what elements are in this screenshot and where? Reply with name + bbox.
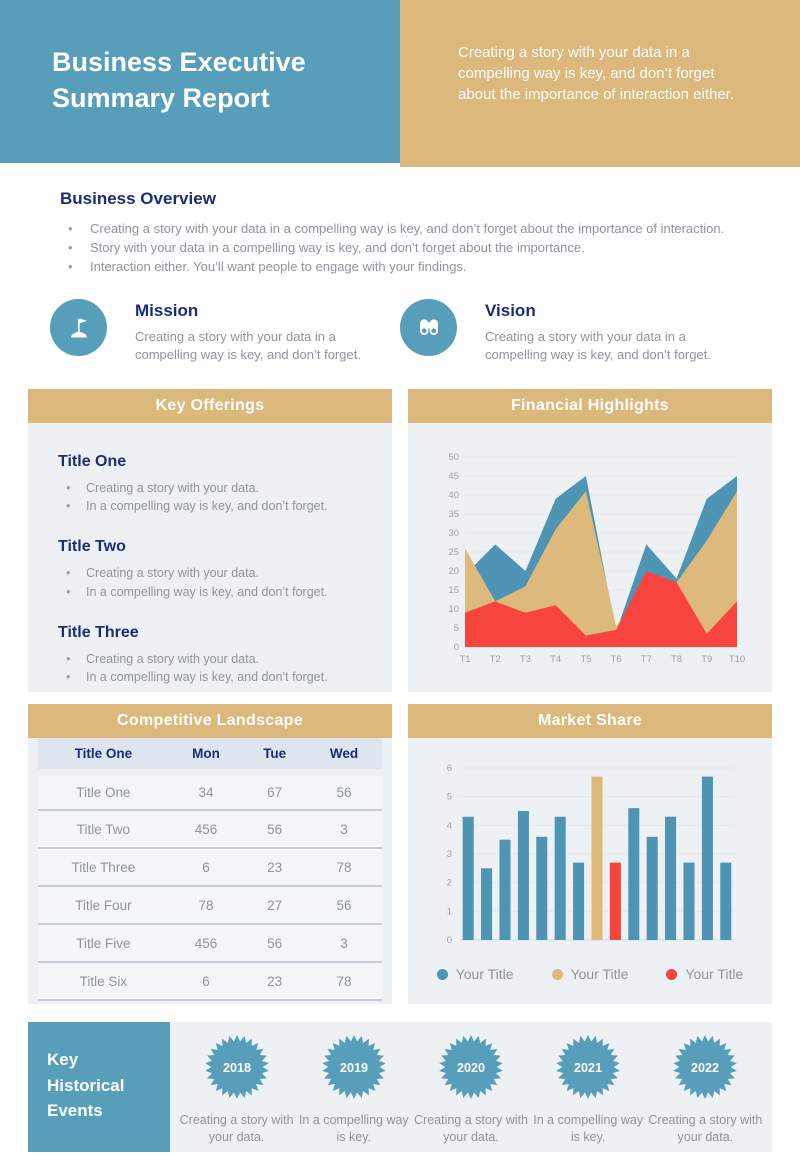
table-cell: 456 [194,935,218,951]
bar [573,863,584,940]
bar [536,837,547,940]
header-tagline: Creating a story with your data in a compelling way is key, and don’t forget about the importance of interaction either. [458,44,735,103]
event-item [180,1034,294,1146]
bar [499,840,510,940]
mission-heading: Mission [135,300,199,320]
bar [610,863,621,940]
bar [591,777,602,940]
chart-tick-label: 0 [446,935,452,947]
market-share-body [408,738,772,1004]
event-year: 2022 [691,1061,720,1076]
chart-tick-label: 15 [448,585,459,597]
chart-tick-label: 1 [446,906,452,918]
chart-tick-label: T5 [580,654,592,666]
chart-tick-label: T7 [640,654,652,666]
business-overview-heading: Business Overview [60,189,216,208]
event-caption: In a compelling way is key. [298,1113,409,1145]
legend-dot-icon [437,969,448,980]
chart-tick-label: 20 [448,566,459,578]
offering-bullets [58,479,366,515]
legend-item [552,966,629,982]
table-cell: 456 [194,821,218,837]
chart-tick-label: T8 [671,654,683,666]
chart-tick-label: 0 [453,642,459,654]
table-column-header: Wed [329,745,359,761]
chart-tick-label: 35 [448,509,459,521]
business-overview-section [60,189,740,277]
offering-item [58,538,366,600]
chart-tick-label: 50 [448,452,459,464]
table-cell: Title Three [71,859,136,875]
vision-body: Creating a story with your data in a compelling way is key, and don’t forget. [485,328,711,363]
table-cell: 3 [340,935,348,951]
table-cell: Title Two [76,821,130,837]
mission-body: Creating a story with your data in a compelling way is key, and don’t forget. [135,328,361,363]
table-column-header: Title One [74,745,133,761]
table-cell: 27 [267,897,283,913]
business-overview-bullets [60,220,740,277]
table-cell: 23 [267,859,283,875]
overview-bullet: • Creating a story with your data in a compelling way is key, and don’t forget about the importance of interaction. [60,220,740,239]
table-row [38,924,382,962]
legend-label: Your Title [455,966,514,983]
report-header [0,0,800,167]
bar [647,837,658,940]
event-year: 2021 [574,1061,603,1076]
event-year: 2018 [222,1061,251,1076]
offering-title: Title One [58,453,127,471]
financial-highlights-panel [408,389,772,692]
binoculars-icon [400,299,457,356]
panel-row-two [28,704,772,1004]
offering-title: Title Three [58,623,139,641]
table-cell: Title One [76,784,131,800]
financial-highlights-heading: Financial Highlights [408,389,772,423]
table-cell: 56 [267,935,283,951]
financial-highlights-area-chart [429,439,751,677]
mission-block [50,299,400,366]
table-row [38,772,382,810]
table-row [38,810,382,848]
offering-bullet: • Creating a story with your data. [58,479,366,497]
competitive-landscape-heading: Competitive Landscape [28,704,392,738]
table-cell: Title Five [76,935,131,951]
market-share-heading: Market Share [408,704,772,738]
overview-bullet: • Story with your data in a compelling way is key, and don’t forget about the importance. [60,239,740,258]
competitive-landscape-table [38,738,382,1001]
table-row [38,848,382,886]
chart-tick-label: 6 [446,763,452,775]
table-column-header: Tue [263,745,287,761]
table-cell: 6 [202,859,210,875]
event-item [414,1034,528,1146]
financial-highlights-body [408,423,772,692]
starburst-badge-icon [555,1034,621,1100]
bar [702,777,713,940]
chart-tick-label: T3 [519,654,531,666]
panel-row-one [28,389,772,692]
legend-dot-icon [552,969,563,980]
offering-title: Title Two [58,538,126,556]
bar [683,863,694,940]
legend-label: Your Title [685,966,744,983]
table-cell: 78 [336,859,352,875]
market-share-legend [437,966,744,982]
bar [720,863,731,940]
table-cell: 3 [340,821,348,837]
chart-tick-label: 10 [448,604,459,616]
table-cell: 67 [267,784,283,800]
key-historical-events-timeline [170,1022,772,1152]
chart-tick-label: T4 [550,654,562,666]
event-item [648,1034,762,1146]
event-year: 2019 [339,1061,368,1076]
event-caption: Creating a story with your data. [414,1113,528,1145]
bar [518,811,529,940]
event-year: 2020 [456,1061,485,1076]
chart-tick-label: T2 [489,654,501,666]
chart-tick-label: 30 [448,528,459,540]
table-cell: 34 [198,784,214,800]
vision-block [400,299,750,366]
competitive-landscape-body [28,738,392,1004]
bar [665,817,676,940]
chart-tick-label: 5 [453,623,459,635]
legend-item [437,966,514,982]
event-item [531,1034,645,1146]
mission-vision-row [50,299,750,366]
offering-bullet: • Creating a story with your data. [58,564,366,582]
chart-tick-label: 40 [448,490,459,502]
table-cell: 56 [267,821,283,837]
bar [555,817,566,940]
chart-tick-label: 2 [446,877,452,889]
table-row [38,962,382,1000]
starburst-badge-icon [204,1034,270,1100]
event-caption: Creating a story with your data. [179,1113,294,1145]
competitive-landscape-panel [28,704,392,1004]
header-title-block [0,0,400,163]
event-item [297,1034,411,1146]
offering-bullet: • In a compelling way is key, and don’t forget. [58,668,366,686]
chart-tick-label: T1 [459,654,471,666]
table-column-header: Mon [192,745,220,761]
market-share-panel [408,704,772,1004]
event-caption: Creating a story with your data. [648,1113,763,1145]
chart-tick-label: 45 [448,471,459,483]
offering-bullet: • In a compelling way is key, and don’t forget. [58,497,366,515]
offering-bullet: • In a compelling way is key, and don’t forget. [58,583,366,601]
table-cell: 56 [336,784,352,800]
bar [463,817,474,940]
offering-item [58,453,366,515]
mission-text [135,299,370,366]
legend-item [666,966,743,982]
chart-tick-label: 3 [446,849,452,861]
table-cell: 78 [336,973,352,989]
overview-bullet: • Interaction either. You’ll want people to engage with your findings. [60,258,740,277]
vision-text [485,299,720,366]
starburst-badge-icon [321,1034,387,1100]
vision-heading: Vision [485,300,536,320]
table-cell: 6 [202,973,210,989]
chart-tick-label: 4 [446,820,452,832]
key-offerings-panel [28,389,392,692]
starburst-badge-icon [438,1034,504,1100]
page-title: Business Executive Summary Report [52,47,306,114]
chart-tick-label: T10 [728,654,746,666]
legend-label: Your Title [570,966,629,983]
legend-dot-icon [666,969,677,980]
chart-tick-label: T6 [610,654,622,666]
table-cell: 56 [336,897,352,913]
starburst-badge-icon [672,1034,738,1100]
offering-bullets [58,564,366,600]
chart-tick-label: T9 [701,654,713,666]
key-offerings-body [28,423,392,692]
offering-item [58,624,366,686]
event-caption: In a compelling way is key. [533,1113,644,1145]
table-header-row [38,738,382,772]
table-row [38,886,382,924]
offering-bullets [58,650,366,686]
key-offerings-heading: Key Offerings [28,389,392,423]
offering-bullet: • Creating a story with your data. [58,650,366,668]
flag-icon [50,299,107,356]
table-cell: Title Six [79,973,128,989]
key-historical-events-section [28,1022,772,1152]
table-cell: 23 [267,973,283,989]
chart-tick-label: 25 [448,547,459,559]
table-cell: 78 [198,897,214,913]
bar [628,808,639,940]
header-tagline-block [400,0,800,167]
key-historical-events-heading: Key Historical Events [28,1022,170,1152]
bar [481,869,492,941]
table-cell: Title Four [75,897,132,913]
market-share-bar-chart [429,754,751,962]
chart-tick-label: 5 [446,791,452,803]
